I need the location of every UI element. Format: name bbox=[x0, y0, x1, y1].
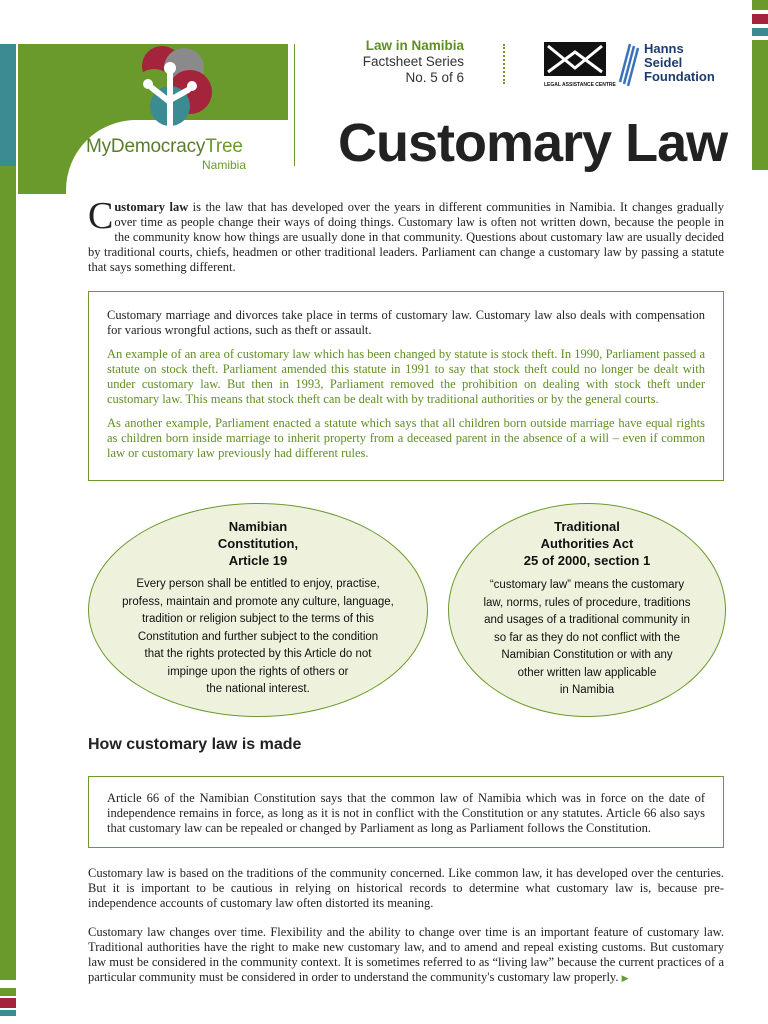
oval-body-line: “customary law” means the customary bbox=[489, 579, 685, 591]
left-teal-accent bbox=[0, 44, 16, 166]
logo-word-mydemocracy: MyDemocracy bbox=[86, 136, 206, 157]
oval-body-line: Constitution and further subject to the condition bbox=[137, 630, 379, 643]
page-title: Customary Law bbox=[338, 113, 728, 173]
oval-body-line: tradition or religion subject to the terms of this bbox=[141, 613, 375, 625]
left-bottom-green-accent bbox=[0, 988, 16, 996]
oval-title-line: Authorities Act bbox=[540, 536, 634, 551]
box-paragraph-inheritance: As another example, Parliament enacted a statute which says that all children born outside marriage have equal rights as children born inside marriage to inherit property from a deceased parent in the absence of a will – even if common law or customary law previously had different rules. bbox=[107, 416, 705, 460]
oval-body-line: Namibian Constitution or with any bbox=[501, 649, 673, 661]
box-paragraph-stock-theft: An example of an area of customary law which has been changed by statute is stock theft. In 1990, Parliament passed a statute on stock theft. Parliament amended this statute in 1991 to say that stock theft could no longer be dealt with under customary law. But then in 1993, Parliament removed the prohibition on dealing with stock theft under customary law. This means that stock theft can be dealt with by traditional authorities or by the general courts. bbox=[107, 347, 705, 406]
oval-body-line: law, norms, rules of procedure, traditions bbox=[483, 596, 691, 609]
hsf-stripes-icon bbox=[618, 42, 640, 86]
hsf-wordmark bbox=[644, 42, 715, 84]
hsf-line-3: Foundation bbox=[644, 69, 715, 84]
left-border-stripe bbox=[0, 44, 16, 980]
header-divider bbox=[294, 44, 295, 166]
oval-title-line: Constitution, bbox=[217, 536, 299, 551]
logo-word-tree: Tree bbox=[205, 136, 243, 157]
right-border-stripe bbox=[752, 40, 768, 170]
box-paragraph-marriage: Customary marriage and divorces take place in terms of customary law. Customary law also deals with compensation for various wrongful actions, such as theft or assault. bbox=[107, 308, 705, 337]
series-number: No. 5 of 6 bbox=[405, 70, 464, 85]
oval-body-line: that the rights protected by this Article do not bbox=[144, 648, 372, 660]
series-info bbox=[300, 38, 464, 86]
hsf-line-1: Hanns bbox=[644, 41, 684, 56]
oval-title-line: Traditional bbox=[554, 519, 620, 534]
intro-bold-term: ustomary law bbox=[114, 200, 189, 214]
lac-emblem-icon bbox=[544, 42, 606, 76]
right-top-teal-accent bbox=[752, 28, 768, 36]
oval-body bbox=[105, 576, 411, 699]
lac-caption: LEGAL ASSISTANCE CENTRE bbox=[544, 82, 616, 88]
series-line: Factsheet Series bbox=[362, 54, 464, 69]
logo-subtitle: Namibia bbox=[202, 158, 247, 172]
oval-body-line: so far as they do not conflict with the bbox=[493, 631, 681, 644]
legal-assistance-centre-logo bbox=[544, 42, 616, 88]
oval-title-line: 25 of 2000, section 1 bbox=[523, 553, 651, 568]
oval-title bbox=[449, 518, 725, 569]
box-paragraph-article-66: Article 66 of the Namibian Constitution says that the common law of Namibia which was in force on the date of independence remains in force, as long as it is not in conflict with the Constitution or any statutes. Article 66 also says that customary law can be repealed or changed by Parliament as long as Parliament follows the Constitution. bbox=[107, 791, 705, 835]
oval-traditional-authorities-act bbox=[448, 503, 726, 717]
oval-body-line: in Namibia bbox=[559, 684, 615, 696]
oval-body-line: other written law applicable bbox=[517, 666, 657, 679]
body-paragraph-traditions: Customary law is based on the traditions of the community concerned. Like common law, it has developed over the centuries. But it is important to be cautious in relying on historical records to determine what customary law is, because pre-independence accounts of customary law often distorted its meaning. bbox=[88, 866, 724, 910]
oval-constitution-article-19 bbox=[88, 503, 428, 717]
drop-cap: C bbox=[88, 195, 114, 237]
hsf-line-2: Seidel bbox=[644, 55, 683, 70]
oval-body-line: Every person shall be entitled to enjoy, practise, bbox=[136, 578, 380, 590]
tree-icon bbox=[126, 44, 216, 134]
logo-wordmark bbox=[86, 136, 243, 158]
body-paragraph-text: Customary law changes over time. Flexibility and the ability to change over time is an important feature of customary law. Traditional authorities have the right to make new customary law, and to amend and repeal existing customs. But customary law must be considered in the community context. It is sometimes referred to as “living law” because the current practices of a particular community must be considered in order to understand the community's customary law properly. bbox=[88, 925, 724, 984]
intro-text: is the law that has developed over the years in different communities in Namibia. It changes gradually over time as people change their ways of doing things. Customary law is often not written down, because the people in the community know how things are usually done in that community. Questions about customary law are usually decided by traditional courts, chiefs, headmen or other traditional leaders. Parliament can change a customary law by passing a statute that says something different. bbox=[88, 200, 724, 274]
my-democracy-tree-logo bbox=[18, 44, 288, 194]
oval-body bbox=[467, 577, 707, 700]
dotted-divider bbox=[503, 44, 505, 84]
oval-title bbox=[89, 518, 427, 569]
oval-title-line: Article 19 bbox=[228, 553, 288, 568]
intro-paragraph bbox=[88, 195, 724, 275]
hanns-seidel-foundation-logo bbox=[618, 42, 728, 86]
oval-title-line: Namibian bbox=[228, 519, 288, 534]
continue-arrow-icon: ▶ bbox=[621, 974, 629, 984]
right-top-red-accent bbox=[752, 14, 768, 24]
series-title: Law in Namibia bbox=[365, 38, 464, 53]
oval-body-line: and usages of a traditional community in bbox=[484, 614, 690, 626]
left-bottom-teal-accent bbox=[0, 1010, 16, 1016]
section-heading: How customary law is made bbox=[88, 736, 302, 753]
body-paragraph-living-law bbox=[88, 925, 724, 987]
oval-body-line: the national interest. bbox=[206, 683, 310, 695]
info-box-article-66 bbox=[88, 776, 724, 848]
oval-body-line: profess, maintain and promote any culture, language, bbox=[122, 595, 394, 608]
left-bottom-red-accent bbox=[0, 998, 16, 1008]
right-top-green-accent bbox=[752, 0, 768, 10]
oval-body-line: impinge upon the rights of others or bbox=[167, 665, 349, 678]
info-box-examples bbox=[88, 291, 724, 481]
